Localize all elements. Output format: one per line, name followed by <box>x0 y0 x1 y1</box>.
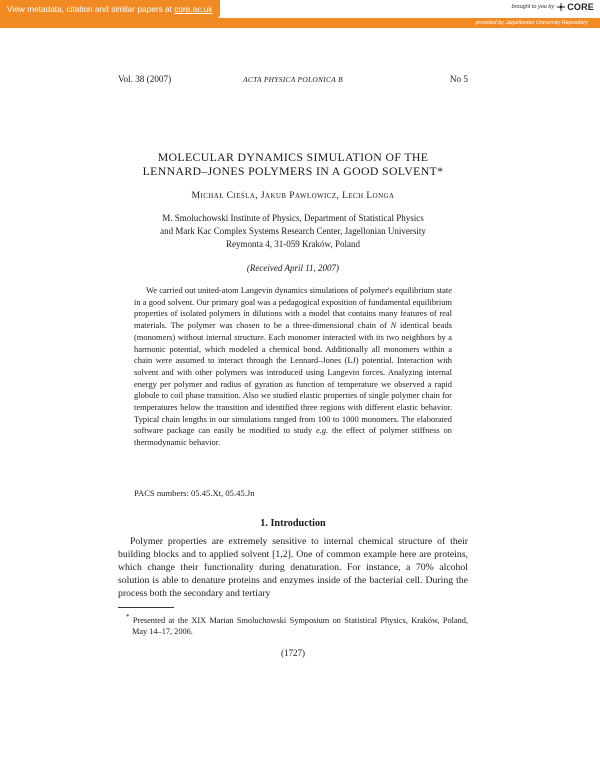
core-logo-icon <box>556 2 566 12</box>
abstract-text-3: the effect of polymer stiffness on thermodynamic behavior. <box>134 425 452 448</box>
core-brought-by <box>512 2 594 12</box>
paper-title <box>118 150 468 178</box>
core-link-prefix: View metadata, citation and similar papers at <box>7 4 175 14</box>
section-heading: 1. Introduction <box>260 518 326 529</box>
core-metadata-link[interactable] <box>0 0 220 18</box>
abstract-eg: e.g. <box>315 425 329 436</box>
affiliation-line-1: M. Smoluchowski Institute of Physics, Department of Statistical Physics <box>162 213 424 223</box>
journal-name: ACTA PHYSICA POLONICA B <box>243 75 343 84</box>
provided-by-text[interactable]: provided by Jagiellonian University Repository <box>475 20 588 26</box>
abstract-text-1: We carried out united-atom Langevin dynamics simulations of polymer's equilibrium state in a good solvent. Our primary goal was a pedagogical exposition of fundamental equilibrium properties of isolated polymers in dilutions with a model that contains many features of real materials. The polymer was chosen to be a three-dimensional chain of <box>134 285 452 331</box>
provided-by-bar <box>0 18 600 28</box>
received-date: (Received April 11, 2007) <box>246 263 340 273</box>
abstract-text-2: identical beads (monomers) without internal structure. Each monomer interacted with its two neighbors by a harmonic potential, which modeled a chemical bond. Additionally all monomers within a chain were assumed to interact through the Lennard–Jones (LJ) potential. Interaction with solvent and with other polymers was introduced using Langevin forces. Analyzing internal energy per polymer and radius of gyration as function of temperature we observed a rapid globule to coil phase transition. Also we studied elastic properties of single polymer chain for temperatures below the transition and identified three regions with different elastic behavior. Typical chain lengths in our simulations ranged from 100 to 1000 monomers. The elaborated software package can easily be modified to study <box>134 320 453 436</box>
abstract-variable-n: N <box>390 320 397 331</box>
running-header <box>118 74 468 86</box>
page-number: (1727) <box>281 648 305 658</box>
journal-volume: Vol. 38 (2007) <box>118 74 172 84</box>
footnote-mark: * <box>126 614 130 621</box>
core-link-domain[interactable]: core.ac.uk <box>174 4 213 14</box>
title-line-2: LENNARD–JONES POLYMERS IN A GOOD SOLVENT* <box>142 164 444 178</box>
core-logo-text: CORE <box>567 2 594 12</box>
brought-by-text: brought to you by <box>511 4 555 10</box>
abstract <box>134 285 452 449</box>
footnote-text: Presented at the XIX Marian Smoluchowski Symposium on Statistical Physics, Kraków, Poland, May 14–17, 2006. <box>129 615 468 636</box>
affiliation <box>118 212 468 250</box>
affiliation-line-3: Reymonta 4, 31-059 Kraków, Poland <box>226 238 360 249</box>
author-list: Michał Cieśla, Jakub Pawłowicz, Lech Longa <box>191 190 395 201</box>
journal-issue-number: No 5 <box>449 74 468 84</box>
footnote-rule <box>118 607 174 608</box>
section-body: Polymer properties are extremely sensitive to internal chemical structure of their building blocks and to applied solvent [1,2]. One of common example here are proteins, which change their functionality during denaturation. For instance, a 70% alcohol solution is able to denature proteins and enzymes inside of the bacterial cell. During the process both the secondary and tertiary <box>118 536 468 599</box>
core-logo[interactable] <box>556 2 594 12</box>
pacs-numbers: PACS numbers: 05.45.Xt, 05.45.Jn <box>134 488 255 498</box>
title-line-1: MOLECULAR DYNAMICS SIMULATION OF THE <box>157 150 429 164</box>
affiliation-line-2: and Mark Kac Complex Systems Research Center, Jagellonian University <box>160 225 426 236</box>
footnote <box>118 612 468 637</box>
core-banner <box>0 0 600 18</box>
